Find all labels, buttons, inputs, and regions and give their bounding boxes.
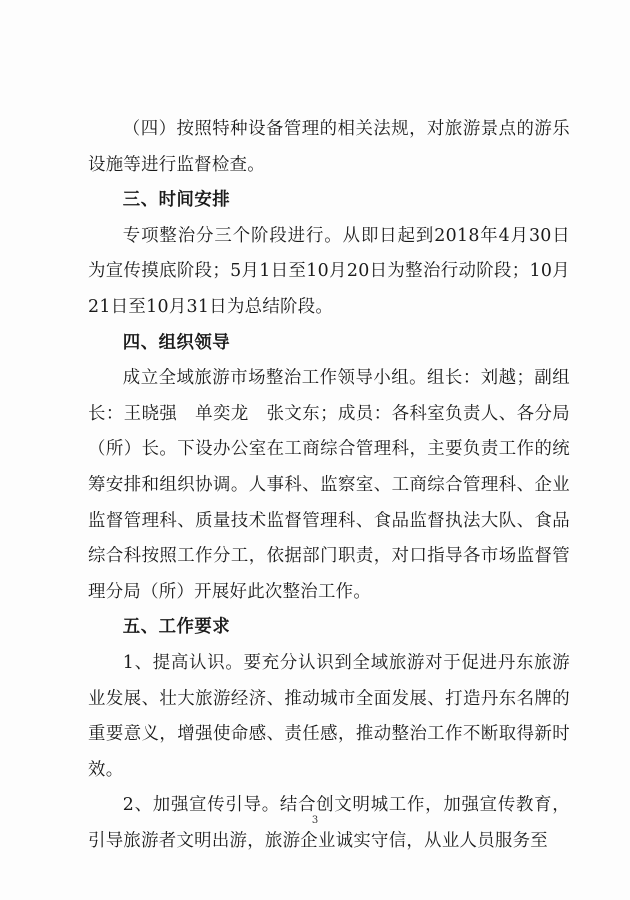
document-body: [88, 112, 570, 859]
paragraph-schedule: 专项整治分三个阶段进行。从即日起到2018年4月30日为宣传摸底阶段；5月1日至10月20日为整治行动阶段；10月21日至10月31日为总结阶段。: [88, 225, 570, 317]
paragraph-publicity-guidance: 2、加强宣传引导。结合创文明城工作，加强宣传教育，引导旅游者文明出游，旅游企业诚实守信，从业人员服务至: [88, 795, 570, 851]
section-heading-requirements: 五、工作要求: [122, 617, 231, 638]
paragraph-raise-awareness: 1、提高认识。要充分认识到全域旅游对于促进丹东旅游业发展、壮大旅游经济、推动城市全面发展、打造丹东名牌的重要意义，增强使命感、责任感，推动整治工作不断取得新时效。: [88, 652, 570, 780]
page-number: 3: [311, 815, 319, 826]
paragraph-special-equipment-inspection: （四）按照特种设备管理的相关法规，对旅游景点的游乐设施等进行监督检查。: [88, 119, 570, 175]
section-heading-schedule: 三、时间安排: [122, 190, 231, 211]
section-heading-organization: 四、组织领导: [122, 332, 231, 353]
paragraph-organization: 成立全域旅游市场整治工作领导小组。组长：刘越；副组长：王晓强 单奕龙 张文东；成员：各科室负责人、各分局（所）长。下设办公室在工商综合管理科，主要负责工作的统筹安排和组织协调。人事科、监察室、工商综合管理科、企业监督管理科、质量技术监督管理科、食品监督执法大队、食品综合科按照工作分工，依据部门职责，对口指导各市场监督管理分局（所）开展好此次整治工作。: [88, 368, 570, 602]
